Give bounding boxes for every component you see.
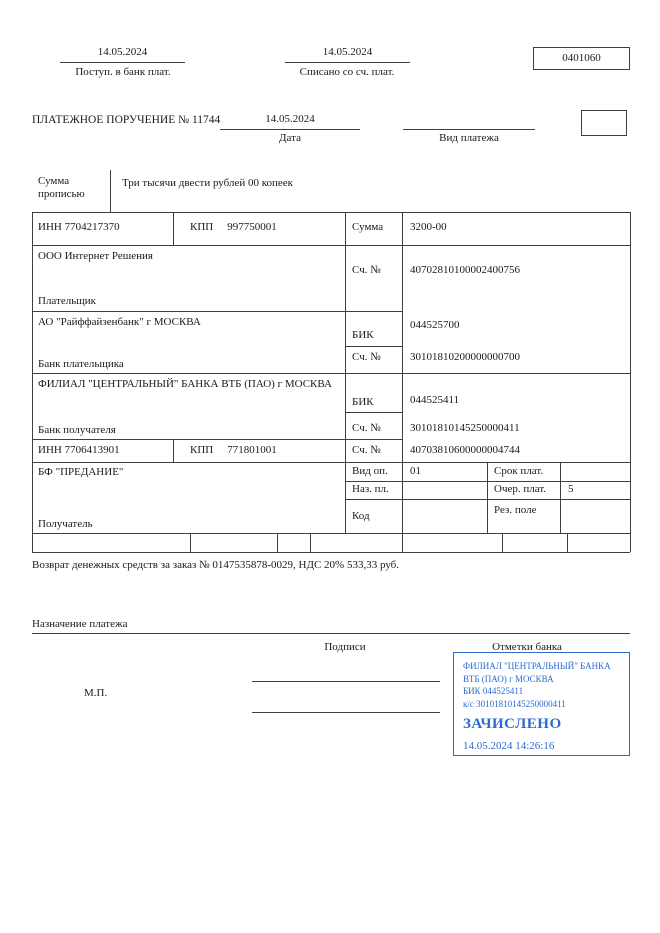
payer-kpp-value: 997750001 bbox=[227, 221, 277, 233]
document-date-label: Дата bbox=[279, 132, 301, 144]
table-line bbox=[173, 439, 174, 462]
table-line bbox=[32, 373, 630, 374]
stamp-corr-account: к/с 30101810145250000411 bbox=[463, 698, 566, 709]
table-line bbox=[32, 552, 630, 553]
recipient-inn: ИНН 7706413901 bbox=[38, 444, 120, 456]
table-line bbox=[32, 533, 630, 534]
table-line bbox=[32, 245, 630, 246]
debited-date-label: Списано со сч. плат. bbox=[299, 66, 395, 78]
sum-value: 3200-00 bbox=[410, 221, 447, 233]
recipient-bank-section-label: Банк получателя bbox=[38, 424, 116, 436]
bank-stamp bbox=[453, 652, 630, 756]
payer-bank-bik: 044525700 bbox=[410, 319, 460, 331]
signature-line bbox=[252, 712, 440, 713]
form-code-box bbox=[533, 47, 630, 70]
priority-box bbox=[581, 110, 627, 136]
purpose-section-label: Назначение платежа bbox=[32, 618, 128, 630]
payer-kpp-label: КПП bbox=[190, 221, 214, 233]
amount-words-label: Сумма прописью bbox=[38, 175, 85, 200]
table-line bbox=[630, 212, 631, 552]
recipient-kpp-value: 771801001 bbox=[227, 444, 277, 456]
recipient-bank-name: ФИЛИАЛ "ЦЕНТРАЛЬНЫЙ" БАНКА ВТБ (ПАО) г МОСКВА bbox=[38, 378, 332, 390]
srok-plat-label: Срок плат. bbox=[494, 465, 544, 477]
recipient-name: БФ "ПРЕДАНИЕ" bbox=[38, 466, 124, 478]
recipient-kpp-label: КПП bbox=[190, 444, 214, 456]
purpose-text: Возврат денежных средств за заказ № 0147535878-0029, НДС 20% 533,33 руб. bbox=[32, 559, 400, 571]
payment-type-label: Вид платежа bbox=[439, 132, 499, 144]
stamp-datetime: 14.05.2024 14:26:16 bbox=[463, 740, 555, 753]
payer-bank-account: 30101810200000000700 bbox=[410, 351, 520, 363]
document-title: ПЛАТЕЖНОЕ ПОРУЧЕНИЕ № 11744 bbox=[32, 114, 221, 126]
payer-bank-name: АО "Райффайзенбанк" г МОСКВА bbox=[38, 316, 201, 328]
naz-pl-label: Наз. пл. bbox=[352, 483, 389, 495]
table-line bbox=[32, 212, 33, 552]
payer-name: ООО Интернет Решения bbox=[38, 250, 153, 262]
recipient-bank-account-label: Сч. № bbox=[352, 422, 381, 434]
payment-type-field bbox=[403, 113, 535, 130]
signature-line bbox=[252, 681, 440, 682]
payer-inn: ИНН 7704217370 bbox=[38, 221, 120, 233]
table-line bbox=[190, 533, 191, 552]
received-date-field bbox=[60, 46, 185, 63]
recipient-account: 40703810600000004744 bbox=[410, 444, 520, 456]
bank-marks-label: Отметки банка bbox=[492, 641, 562, 653]
payer-account: 40702810100002400756 bbox=[410, 264, 520, 276]
stamp-status: ЗАЧИСЛЕНО bbox=[463, 716, 562, 733]
recipient-account-label: Сч. № bbox=[352, 444, 381, 456]
debited-date: 14.05.2024 bbox=[322, 46, 373, 58]
table-line bbox=[277, 533, 278, 552]
sum-label: Сумма bbox=[352, 221, 384, 233]
stamp-bik: БИК 044525411 bbox=[463, 686, 524, 697]
payer-bank-section-label: Банк плательщика bbox=[38, 358, 124, 370]
payer-account-label: Сч. № bbox=[352, 264, 381, 276]
received-date-label: Поступ. в банк плат. bbox=[75, 66, 171, 78]
payer-bank-account-label: Сч. № bbox=[352, 351, 381, 363]
table-line bbox=[502, 533, 503, 552]
recipient-section-label: Получатель bbox=[38, 518, 93, 530]
mp-label: М.П. bbox=[84, 687, 108, 699]
table-line bbox=[32, 462, 630, 463]
table-line bbox=[345, 412, 402, 413]
vid-op-label: Вид оп. bbox=[352, 465, 388, 477]
stamp-bank-name-line1: ФИЛИАЛ "ЦЕНТРАЛЬНЫЙ" БАНКА bbox=[463, 661, 611, 671]
ocher-plat-value: 5 bbox=[568, 483, 574, 495]
rez-pole-label: Рез. поле bbox=[494, 504, 537, 516]
table-line bbox=[310, 533, 311, 552]
signatures-label: Подписи bbox=[324, 641, 366, 653]
purpose-line bbox=[32, 633, 630, 634]
table-line bbox=[487, 462, 488, 533]
amount-words-value: Три тысячи двести рублей 00 копеек bbox=[122, 177, 294, 189]
kod-label: Код bbox=[352, 510, 370, 522]
form-code: 0401060 bbox=[562, 52, 601, 65]
divider bbox=[110, 170, 111, 212]
document-date: 14.05.2024 bbox=[265, 113, 315, 125]
table-line bbox=[567, 533, 568, 552]
vid-op-value: 01 bbox=[410, 465, 421, 477]
table-line bbox=[32, 439, 402, 440]
recipient-kpp bbox=[190, 444, 277, 457]
recipient-bank-bik: 044525411 bbox=[410, 394, 460, 406]
table-line bbox=[32, 212, 630, 213]
table-line bbox=[345, 212, 346, 533]
table-line bbox=[173, 212, 174, 245]
payer-section-label: Плательщик bbox=[38, 295, 96, 307]
table-line bbox=[402, 212, 403, 552]
ocher-plat-label: Очер. плат. bbox=[494, 483, 547, 495]
table-line bbox=[345, 346, 402, 347]
table-line bbox=[32, 311, 402, 312]
payer-kpp bbox=[190, 221, 277, 234]
stamp-bank-name-line2: ВТБ (ПАО) г МОСКВА bbox=[463, 673, 554, 684]
table-line bbox=[560, 462, 561, 533]
debited-date-field bbox=[285, 46, 410, 63]
payer-bank-bik-label: БИК bbox=[352, 329, 374, 341]
recipient-bank-account: 30101810145250000411 bbox=[410, 422, 520, 434]
received-date: 14.05.2024 bbox=[97, 46, 148, 58]
document-date-field bbox=[220, 113, 360, 130]
recipient-bank-bik-label: БИК bbox=[352, 396, 374, 408]
